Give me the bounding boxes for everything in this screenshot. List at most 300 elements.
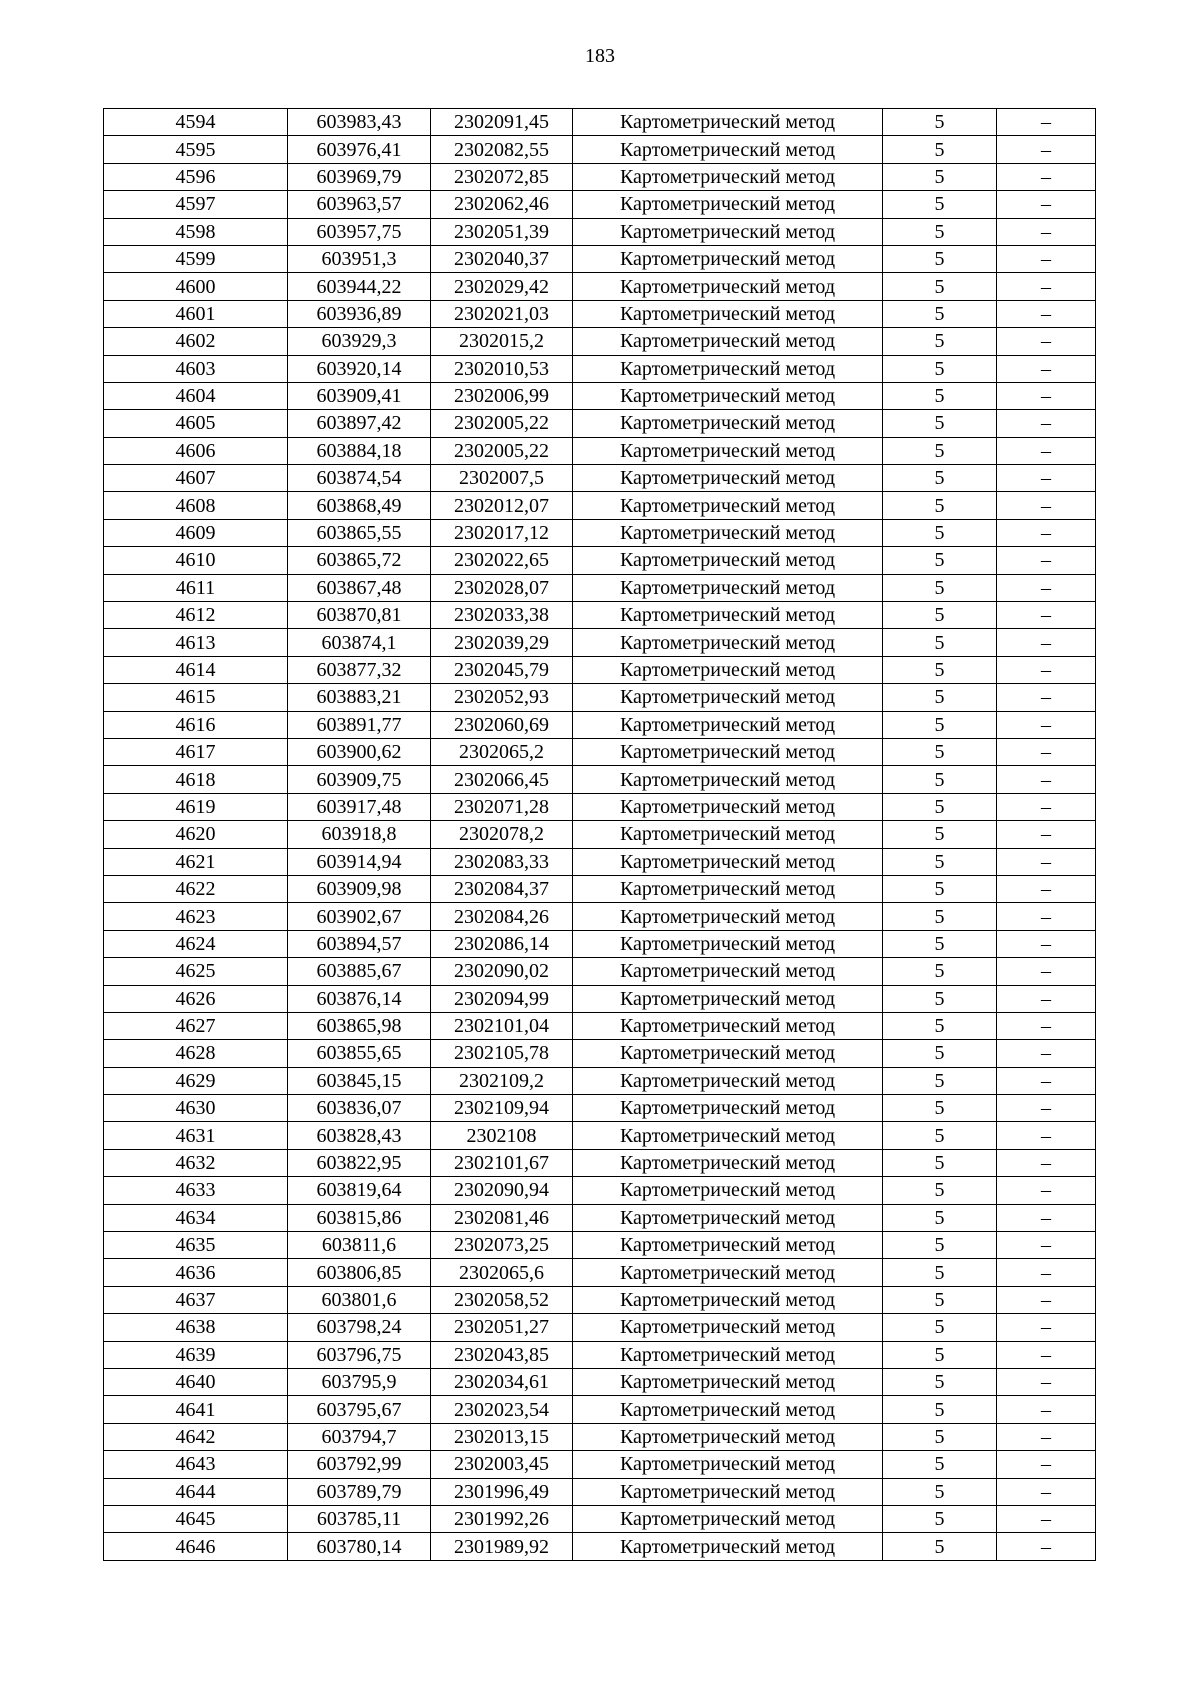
x-coordinate-cell: 603795,9	[288, 1368, 431, 1395]
method-cell: Картометрический метод	[573, 602, 883, 629]
note-cell: –	[997, 1149, 1096, 1176]
note-cell: –	[997, 903, 1096, 930]
accuracy-cell: 5	[883, 300, 997, 327]
coordinates-table	[103, 108, 1096, 1561]
table-row	[104, 355, 1096, 382]
table-row	[104, 1478, 1096, 1505]
table-row	[104, 656, 1096, 683]
accuracy-cell: 5	[883, 328, 997, 355]
accuracy-cell: 5	[883, 465, 997, 492]
accuracy-cell: 5	[883, 519, 997, 546]
x-coordinate-cell: 603877,32	[288, 656, 431, 683]
accuracy-cell: 5	[883, 492, 997, 519]
y-coordinate-cell: 2302084,26	[431, 903, 573, 930]
x-coordinate-cell: 603885,67	[288, 958, 431, 985]
x-coordinate-cell: 603870,81	[288, 602, 431, 629]
y-coordinate-cell: 2302094,99	[431, 985, 573, 1012]
point-number-cell: 4631	[104, 1122, 288, 1149]
table-row	[104, 738, 1096, 765]
x-coordinate-cell: 603785,11	[288, 1505, 431, 1532]
x-coordinate-cell: 603900,62	[288, 738, 431, 765]
point-number-cell: 4613	[104, 629, 288, 656]
note-cell: –	[997, 245, 1096, 272]
table-row	[104, 958, 1096, 985]
table-row	[104, 1122, 1096, 1149]
y-coordinate-cell: 2302065,2	[431, 738, 573, 765]
method-cell: Картометрический метод	[573, 109, 883, 136]
x-coordinate-cell: 603798,24	[288, 1314, 431, 1341]
x-coordinate-cell: 603929,3	[288, 328, 431, 355]
x-coordinate-cell: 603795,67	[288, 1396, 431, 1423]
table-row	[104, 109, 1096, 136]
x-coordinate-cell: 603855,65	[288, 1040, 431, 1067]
accuracy-cell: 5	[883, 1451, 997, 1478]
point-number-cell: 4612	[104, 602, 288, 629]
y-coordinate-cell: 2302033,38	[431, 602, 573, 629]
x-coordinate-cell: 603936,89	[288, 300, 431, 327]
note-cell: –	[997, 629, 1096, 656]
point-number-cell: 4635	[104, 1232, 288, 1259]
y-coordinate-cell: 2302034,61	[431, 1368, 573, 1395]
method-cell: Картометрический метод	[573, 1095, 883, 1122]
point-number-cell: 4596	[104, 163, 288, 190]
y-coordinate-cell: 2302086,14	[431, 930, 573, 957]
accuracy-cell: 5	[883, 1368, 997, 1395]
accuracy-cell: 5	[883, 1423, 997, 1450]
x-coordinate-cell: 603796,75	[288, 1341, 431, 1368]
table-row	[104, 1040, 1096, 1067]
accuracy-cell: 5	[883, 1396, 997, 1423]
y-coordinate-cell: 2302023,54	[431, 1396, 573, 1423]
y-coordinate-cell: 2302060,69	[431, 711, 573, 738]
note-cell: –	[997, 109, 1096, 136]
method-cell: Картометрический метод	[573, 163, 883, 190]
method-cell: Картометрический метод	[573, 738, 883, 765]
note-cell: –	[997, 547, 1096, 574]
method-cell: Картометрический метод	[573, 437, 883, 464]
point-number-cell: 4615	[104, 684, 288, 711]
method-cell: Картометрический метод	[573, 300, 883, 327]
y-coordinate-cell: 2302051,27	[431, 1314, 573, 1341]
note-cell: –	[997, 1012, 1096, 1039]
method-cell: Картометрический метод	[573, 656, 883, 683]
note-cell: –	[997, 766, 1096, 793]
x-coordinate-cell: 603944,22	[288, 273, 431, 300]
accuracy-cell: 5	[883, 821, 997, 848]
method-cell: Картометрический метод	[573, 519, 883, 546]
table-row	[104, 930, 1096, 957]
method-cell: Картометрический метод	[573, 191, 883, 218]
y-coordinate-cell: 2302071,28	[431, 793, 573, 820]
method-cell: Картометрический метод	[573, 875, 883, 902]
y-coordinate-cell: 2302052,93	[431, 684, 573, 711]
note-cell: –	[997, 163, 1096, 190]
point-number-cell: 4637	[104, 1286, 288, 1313]
note-cell: –	[997, 218, 1096, 245]
x-coordinate-cell: 603792,99	[288, 1451, 431, 1478]
x-coordinate-cell: 603920,14	[288, 355, 431, 382]
point-number-cell: 4632	[104, 1149, 288, 1176]
accuracy-cell: 5	[883, 273, 997, 300]
note-cell: –	[997, 848, 1096, 875]
note-cell: –	[997, 191, 1096, 218]
note-cell: –	[997, 1067, 1096, 1094]
note-cell: –	[997, 519, 1096, 546]
accuracy-cell: 5	[883, 547, 997, 574]
y-coordinate-cell: 2301992,26	[431, 1505, 573, 1532]
accuracy-cell: 5	[883, 1149, 997, 1176]
table-row	[104, 410, 1096, 437]
method-cell: Картометрический метод	[573, 930, 883, 957]
table-row	[104, 163, 1096, 190]
y-coordinate-cell: 2302005,22	[431, 410, 573, 437]
note-cell: –	[997, 382, 1096, 409]
method-cell: Картометрический метод	[573, 848, 883, 875]
note-cell: –	[997, 492, 1096, 519]
point-number-cell: 4626	[104, 985, 288, 1012]
y-coordinate-cell: 2302010,53	[431, 355, 573, 382]
y-coordinate-cell: 2302083,33	[431, 848, 573, 875]
table-row	[104, 903, 1096, 930]
accuracy-cell: 5	[883, 602, 997, 629]
table-row	[104, 300, 1096, 327]
accuracy-cell: 5	[883, 1232, 997, 1259]
y-coordinate-cell: 2302090,94	[431, 1177, 573, 1204]
table-row	[104, 602, 1096, 629]
method-cell: Картометрический метод	[573, 1314, 883, 1341]
note-cell: –	[997, 1451, 1096, 1478]
table-row	[104, 875, 1096, 902]
point-number-cell: 4636	[104, 1259, 288, 1286]
accuracy-cell: 5	[883, 1095, 997, 1122]
accuracy-cell: 5	[883, 985, 997, 1012]
method-cell: Картометрический метод	[573, 218, 883, 245]
accuracy-cell: 5	[883, 903, 997, 930]
point-number-cell: 4639	[104, 1341, 288, 1368]
accuracy-cell: 5	[883, 738, 997, 765]
table-row	[104, 1286, 1096, 1313]
x-coordinate-cell: 603897,42	[288, 410, 431, 437]
method-cell: Картометрический метод	[573, 492, 883, 519]
table-row	[104, 793, 1096, 820]
point-number-cell: 4646	[104, 1533, 288, 1560]
y-coordinate-cell: 2302082,55	[431, 136, 573, 163]
accuracy-cell: 5	[883, 163, 997, 190]
accuracy-cell: 5	[883, 1286, 997, 1313]
accuracy-cell: 5	[883, 1478, 997, 1505]
method-cell: Картометрический метод	[573, 1396, 883, 1423]
note-cell: –	[997, 1259, 1096, 1286]
note-cell: –	[997, 1204, 1096, 1231]
table-row	[104, 684, 1096, 711]
point-number-cell: 4605	[104, 410, 288, 437]
method-cell: Картометрический метод	[573, 793, 883, 820]
note-cell: –	[997, 437, 1096, 464]
x-coordinate-cell: 603957,75	[288, 218, 431, 245]
x-coordinate-cell: 603811,6	[288, 1232, 431, 1259]
method-cell: Картометрический метод	[573, 1341, 883, 1368]
table-row	[104, 629, 1096, 656]
method-cell: Картометрический метод	[573, 355, 883, 382]
point-number-cell: 4611	[104, 574, 288, 601]
y-coordinate-cell: 2302065,6	[431, 1259, 573, 1286]
method-cell: Картометрический метод	[573, 574, 883, 601]
table-row	[104, 1533, 1096, 1560]
table-body	[104, 109, 1096, 1561]
point-number-cell: 4598	[104, 218, 288, 245]
note-cell: –	[997, 1040, 1096, 1067]
y-coordinate-cell: 2302043,85	[431, 1341, 573, 1368]
point-number-cell: 4617	[104, 738, 288, 765]
table-row	[104, 1259, 1096, 1286]
accuracy-cell: 5	[883, 1505, 997, 1532]
accuracy-cell: 5	[883, 382, 997, 409]
y-coordinate-cell: 2302091,45	[431, 109, 573, 136]
method-cell: Картометрический метод	[573, 1012, 883, 1039]
accuracy-cell: 5	[883, 410, 997, 437]
note-cell: –	[997, 1341, 1096, 1368]
x-coordinate-cell: 603806,85	[288, 1259, 431, 1286]
accuracy-cell: 5	[883, 684, 997, 711]
y-coordinate-cell: 2302017,12	[431, 519, 573, 546]
note-cell: –	[997, 300, 1096, 327]
x-coordinate-cell: 603909,75	[288, 766, 431, 793]
method-cell: Картометрический метод	[573, 1040, 883, 1067]
table-row	[104, 136, 1096, 163]
point-number-cell: 4616	[104, 711, 288, 738]
point-number-cell: 4603	[104, 355, 288, 382]
method-cell: Картометрический метод	[573, 1451, 883, 1478]
note-cell: –	[997, 821, 1096, 848]
y-coordinate-cell: 2302108	[431, 1122, 573, 1149]
point-number-cell: 4594	[104, 109, 288, 136]
point-number-cell: 4620	[104, 821, 288, 848]
method-cell: Картометрический метод	[573, 629, 883, 656]
point-number-cell: 4633	[104, 1177, 288, 1204]
table-row	[104, 437, 1096, 464]
note-cell: –	[997, 1286, 1096, 1313]
x-coordinate-cell: 603983,43	[288, 109, 431, 136]
accuracy-cell: 5	[883, 1314, 997, 1341]
point-number-cell: 4645	[104, 1505, 288, 1532]
method-cell: Картометрический метод	[573, 1533, 883, 1560]
table-row	[104, 1368, 1096, 1395]
method-cell: Картометрический метод	[573, 1177, 883, 1204]
method-cell: Картометрический метод	[573, 1368, 883, 1395]
method-cell: Картометрический метод	[573, 985, 883, 1012]
x-coordinate-cell: 603815,86	[288, 1204, 431, 1231]
table-row	[104, 1232, 1096, 1259]
point-number-cell: 4644	[104, 1478, 288, 1505]
y-coordinate-cell: 2302101,04	[431, 1012, 573, 1039]
note-cell: –	[997, 1505, 1096, 1532]
x-coordinate-cell: 603884,18	[288, 437, 431, 464]
note-cell: –	[997, 793, 1096, 820]
point-number-cell: 4629	[104, 1067, 288, 1094]
note-cell: –	[997, 875, 1096, 902]
accuracy-cell: 5	[883, 109, 997, 136]
point-number-cell: 4619	[104, 793, 288, 820]
point-number-cell: 4618	[104, 766, 288, 793]
table-row	[104, 1067, 1096, 1094]
point-number-cell: 4595	[104, 136, 288, 163]
y-coordinate-cell: 2302012,07	[431, 492, 573, 519]
table-row	[104, 1505, 1096, 1532]
y-coordinate-cell: 2302062,46	[431, 191, 573, 218]
accuracy-cell: 5	[883, 355, 997, 382]
y-coordinate-cell: 2302058,52	[431, 1286, 573, 1313]
y-coordinate-cell: 2302021,03	[431, 300, 573, 327]
table-row	[104, 328, 1096, 355]
note-cell: –	[997, 930, 1096, 957]
point-number-cell: 4599	[104, 245, 288, 272]
accuracy-cell: 5	[883, 848, 997, 875]
y-coordinate-cell: 2302040,37	[431, 245, 573, 272]
method-cell: Картометрический метод	[573, 1122, 883, 1149]
note-cell: –	[997, 1232, 1096, 1259]
point-number-cell: 4607	[104, 465, 288, 492]
table-row	[104, 1314, 1096, 1341]
y-coordinate-cell: 2302066,45	[431, 766, 573, 793]
x-coordinate-cell: 603951,3	[288, 245, 431, 272]
y-coordinate-cell: 2302005,22	[431, 437, 573, 464]
method-cell: Картометрический метод	[573, 1505, 883, 1532]
accuracy-cell: 5	[883, 1012, 997, 1039]
note-cell: –	[997, 1122, 1096, 1149]
table-row	[104, 519, 1096, 546]
point-number-cell: 4600	[104, 273, 288, 300]
x-coordinate-cell: 603845,15	[288, 1067, 431, 1094]
point-number-cell: 4628	[104, 1040, 288, 1067]
y-coordinate-cell: 2302073,25	[431, 1232, 573, 1259]
note-cell: –	[997, 273, 1096, 300]
y-coordinate-cell: 2302090,02	[431, 958, 573, 985]
note-cell: –	[997, 328, 1096, 355]
method-cell: Картометрический метод	[573, 711, 883, 738]
method-cell: Картометрический метод	[573, 1423, 883, 1450]
method-cell: Картометрический метод	[573, 382, 883, 409]
accuracy-cell: 5	[883, 766, 997, 793]
y-coordinate-cell: 2302013,15	[431, 1423, 573, 1450]
note-cell: –	[997, 1423, 1096, 1450]
note-cell: –	[997, 355, 1096, 382]
accuracy-cell: 5	[883, 629, 997, 656]
accuracy-cell: 5	[883, 1177, 997, 1204]
table-row	[104, 1204, 1096, 1231]
note-cell: –	[997, 711, 1096, 738]
x-coordinate-cell: 603969,79	[288, 163, 431, 190]
point-number-cell: 4638	[104, 1314, 288, 1341]
note-cell: –	[997, 985, 1096, 1012]
y-coordinate-cell: 2302022,65	[431, 547, 573, 574]
table-row	[104, 1396, 1096, 1423]
point-number-cell: 4642	[104, 1423, 288, 1450]
method-cell: Картометрический метод	[573, 547, 883, 574]
note-cell: –	[997, 1396, 1096, 1423]
accuracy-cell: 5	[883, 1533, 997, 1560]
note-cell: –	[997, 1095, 1096, 1122]
point-number-cell: 4624	[104, 930, 288, 957]
note-cell: –	[997, 574, 1096, 601]
x-coordinate-cell: 603963,57	[288, 191, 431, 218]
x-coordinate-cell: 603976,41	[288, 136, 431, 163]
x-coordinate-cell: 603867,48	[288, 574, 431, 601]
table-row	[104, 766, 1096, 793]
table-row	[104, 1177, 1096, 1204]
x-coordinate-cell: 603914,94	[288, 848, 431, 875]
y-coordinate-cell: 2302006,99	[431, 382, 573, 409]
table-row	[104, 985, 1096, 1012]
table-row	[104, 465, 1096, 492]
method-cell: Картометрический метод	[573, 465, 883, 492]
accuracy-cell: 5	[883, 1341, 997, 1368]
accuracy-cell: 5	[883, 191, 997, 218]
y-coordinate-cell: 2302007,5	[431, 465, 573, 492]
point-number-cell: 4622	[104, 875, 288, 902]
method-cell: Картометрический метод	[573, 245, 883, 272]
x-coordinate-cell: 603822,95	[288, 1149, 431, 1176]
x-coordinate-cell: 603917,48	[288, 793, 431, 820]
table-row	[104, 1423, 1096, 1450]
x-coordinate-cell: 603836,07	[288, 1095, 431, 1122]
point-number-cell: 4597	[104, 191, 288, 218]
note-cell: –	[997, 684, 1096, 711]
point-number-cell: 4643	[104, 1451, 288, 1478]
accuracy-cell: 5	[883, 218, 997, 245]
x-coordinate-cell: 603789,79	[288, 1478, 431, 1505]
y-coordinate-cell: 2302105,78	[431, 1040, 573, 1067]
y-coordinate-cell: 2302081,46	[431, 1204, 573, 1231]
table-row	[104, 273, 1096, 300]
accuracy-cell: 5	[883, 958, 997, 985]
table-row	[104, 848, 1096, 875]
note-cell: –	[997, 738, 1096, 765]
y-coordinate-cell: 2302015,2	[431, 328, 573, 355]
method-cell: Картометрический метод	[573, 1478, 883, 1505]
table-row	[104, 218, 1096, 245]
y-coordinate-cell: 2302039,29	[431, 629, 573, 656]
x-coordinate-cell: 603909,41	[288, 382, 431, 409]
x-coordinate-cell: 603874,1	[288, 629, 431, 656]
method-cell: Картометрический метод	[573, 958, 883, 985]
method-cell: Картометрический метод	[573, 821, 883, 848]
point-number-cell: 4606	[104, 437, 288, 464]
y-coordinate-cell: 2302072,85	[431, 163, 573, 190]
accuracy-cell: 5	[883, 1067, 997, 1094]
method-cell: Картометрический метод	[573, 136, 883, 163]
y-coordinate-cell: 2301996,49	[431, 1478, 573, 1505]
x-coordinate-cell: 603909,98	[288, 875, 431, 902]
note-cell: –	[997, 656, 1096, 683]
page-number: 183	[585, 45, 615, 67]
x-coordinate-cell: 603865,98	[288, 1012, 431, 1039]
y-coordinate-cell: 2302078,2	[431, 821, 573, 848]
point-number-cell: 4604	[104, 382, 288, 409]
y-coordinate-cell: 2302045,79	[431, 656, 573, 683]
point-number-cell: 4602	[104, 328, 288, 355]
point-number-cell: 4614	[104, 656, 288, 683]
accuracy-cell: 5	[883, 1122, 997, 1149]
table-row	[104, 547, 1096, 574]
method-cell: Картометрический метод	[573, 328, 883, 355]
table-row	[104, 821, 1096, 848]
point-number-cell: 4610	[104, 547, 288, 574]
point-number-cell: 4609	[104, 519, 288, 546]
accuracy-cell: 5	[883, 245, 997, 272]
method-cell: Картометрический метод	[573, 1286, 883, 1313]
method-cell: Картометрический метод	[573, 684, 883, 711]
point-number-cell: 4634	[104, 1204, 288, 1231]
